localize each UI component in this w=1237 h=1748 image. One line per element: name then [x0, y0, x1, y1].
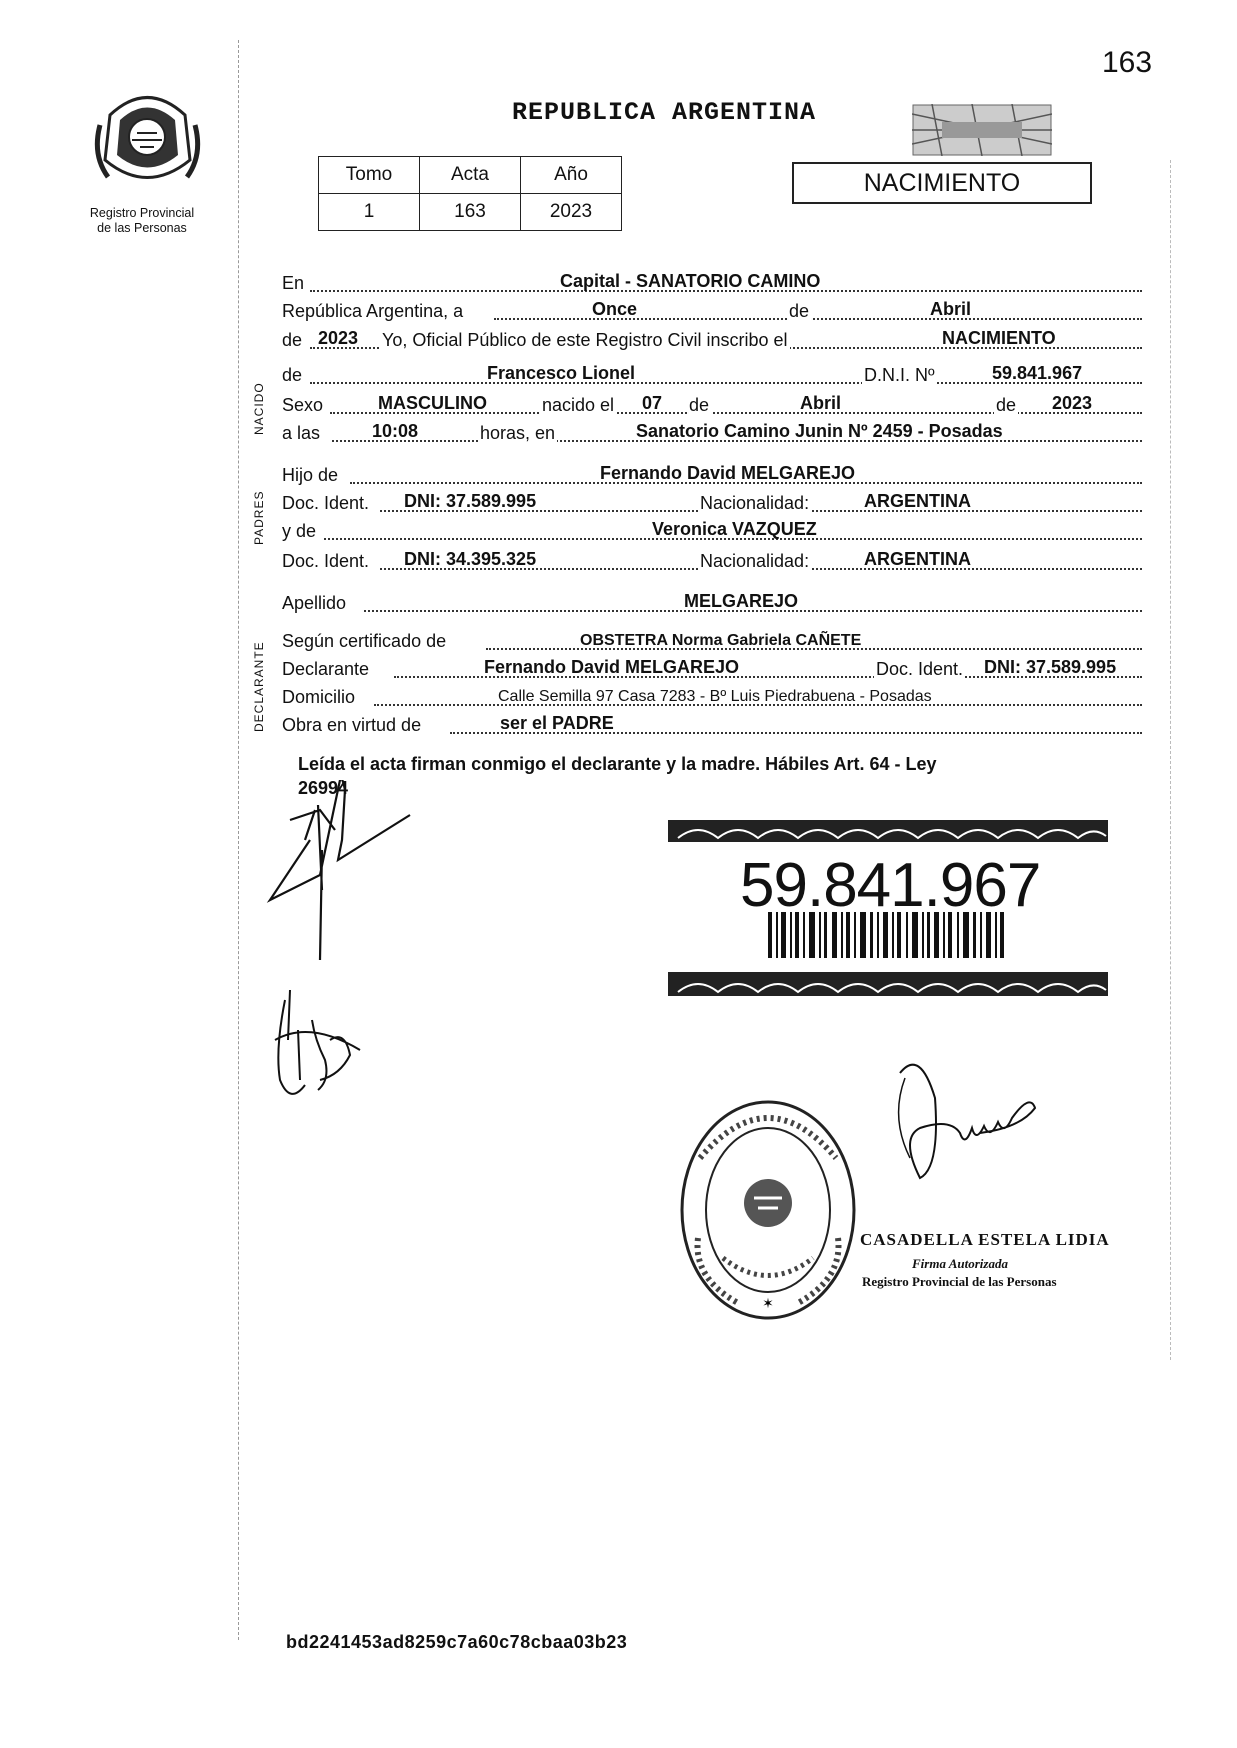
official-organization: Registro Provincial de las Personas: [862, 1274, 1057, 1289]
form-row-place: [282, 268, 1142, 296]
document-hash: bd2241453ad8259c7a60c78cbaa03b23: [286, 1632, 628, 1652]
label-a-las: a las: [282, 423, 321, 443]
form-row-father: [282, 460, 1142, 488]
obra-value: ser el PADRE: [500, 713, 614, 733]
form-row-mother-doc: [282, 546, 1142, 574]
label-year-prefix: de: [282, 330, 303, 350]
side-label-padres: PADRES: [252, 490, 266, 545]
label-y-de: y de: [282, 521, 317, 541]
label-sexo: Sexo: [282, 395, 324, 415]
label-dni: D.N.I. Nº: [864, 365, 935, 385]
dni-sticker-number: 59.841.967: [740, 851, 1041, 920]
birth-place-value: Sanatorio Camino Junin Nº 2459 - Posadas: [636, 421, 1003, 441]
day-word-value: Once: [592, 299, 638, 319]
label-obra: Obra en virtud de: [282, 715, 422, 735]
label-nacionalidad: Nacionalidad:: [700, 493, 810, 513]
left-margin-rule: [238, 40, 239, 1640]
declarant-value: Fernando David MELGAREJO: [484, 657, 740, 677]
form-row-father-doc: [282, 488, 1142, 516]
table-header-cell: Acta: [420, 157, 521, 194]
label-republica: República Argentina, a: [282, 301, 464, 321]
label-de: de: [789, 301, 810, 321]
month-word-value: Abril: [930, 299, 972, 319]
official-signature: [880, 1058, 1050, 1208]
table-header-cell: Tomo: [319, 157, 420, 194]
table-cell: 2023: [521, 194, 622, 231]
declarant-signatures: [260, 780, 480, 1120]
label-de: de: [996, 395, 1017, 415]
registry-reference-table: [318, 156, 622, 231]
form-row-mother: [282, 516, 1142, 544]
label-de: de: [689, 395, 710, 415]
birth-month-value: Abril: [800, 393, 842, 413]
registry-name-line2: de las Personas: [97, 221, 187, 235]
sexo-value: MASCULINO: [378, 393, 487, 413]
label-doc-ident: Doc. Ident.: [876, 659, 964, 679]
label-doc-ident: Doc. Ident.: [282, 493, 370, 513]
father-doc-value: DNI: 37.589.995: [404, 491, 537, 511]
form-row-date: [282, 296, 1142, 324]
official-seal-stamp: [678, 1098, 858, 1323]
province-coat-of-arms-logo: [90, 85, 205, 195]
form-row-obra: [282, 710, 1142, 738]
label-domicilio: Domicilio: [282, 687, 356, 707]
legal-statement-line1: Leída el acta firman conmigo el declarante y la madre. Hábiles Art. 64 - Ley: [298, 754, 937, 774]
table-header-cell: Año: [521, 157, 622, 194]
table-cell: 1: [319, 194, 420, 231]
form-row-surname: [282, 588, 1142, 616]
form-row-sex: [282, 390, 1142, 418]
surname-value: MELGAREJO: [684, 591, 799, 611]
side-label-declarante: DECLARANTE: [252, 641, 266, 732]
mother-doc-value: DNI: 34.395.325: [404, 549, 537, 569]
mother-nationality-value: ARGENTINA: [864, 549, 971, 569]
name-value: Francesco Lionel: [487, 363, 636, 383]
label-apellido: Apellido: [282, 593, 347, 613]
father-nationality-value: ARGENTINA: [864, 491, 971, 511]
year-value: 2023: [318, 328, 359, 348]
registry-name-line1: Registro Provincial: [89, 206, 195, 220]
legal-statement-line2: 26994: [298, 778, 349, 798]
document-type-box: NACIMIENTO: [792, 162, 1092, 204]
event-value: NACIMIENTO: [942, 328, 1056, 348]
time-value: 10:08: [372, 421, 419, 441]
official-title: Firma Autorizada: [912, 1256, 1008, 1271]
mother-value: Veronica VAZQUEZ: [652, 519, 817, 539]
table-row: [319, 194, 622, 231]
table-cell: 163: [420, 194, 521, 231]
right-margin-rule: [1170, 160, 1171, 1360]
label-de-name: de: [282, 365, 303, 385]
svg-text:✶: ✶: [762, 1296, 774, 1312]
page-number: 163: [1102, 46, 1153, 79]
form-row-time: [282, 418, 1142, 446]
certifier-value: OBSTETRA Norma Gabriela CAÑETE: [580, 632, 862, 649]
side-label-nacido: NACIDO: [252, 382, 266, 435]
form-row-address: [282, 682, 1142, 710]
birth-day-value: 07: [642, 393, 663, 413]
place-value: Capital - SANATORIO CAMINO: [560, 271, 821, 291]
declarant-doc-value: DNI: 37.589.995: [984, 657, 1117, 677]
birth-year-value: 2023: [1052, 393, 1093, 413]
label-en: En: [282, 273, 305, 293]
father-value: Fernando David MELGAREJO: [600, 463, 856, 483]
label-hijo-de: Hijo de: [282, 465, 339, 485]
label-nacido: nacido el: [542, 395, 615, 415]
registry-name: [62, 206, 222, 236]
label-horas: horas, en: [480, 423, 556, 443]
official-name: CASADELLA ESTELA LIDIA: [860, 1230, 1110, 1249]
security-seal-icon: [912, 104, 1052, 156]
address-value: Calle Semilla 97 Casa 7283 - Bº Luis Piedrabuena - Posadas: [498, 688, 932, 705]
form-row-certificate: [282, 626, 1142, 654]
form-row-declarant: [282, 654, 1142, 682]
form-row-name: [282, 360, 1142, 388]
table-header-row: [319, 157, 622, 194]
label-doc-ident: Doc. Ident.: [282, 551, 370, 571]
label-declarante: Declarante: [282, 659, 370, 679]
label-nacionalidad: Nacionalidad:: [700, 551, 810, 571]
label-certificado: Según certificado de: [282, 631, 447, 651]
form-row-year: [282, 325, 1142, 353]
dni-value: 59.841.967: [992, 363, 1083, 383]
oficial-text: Yo, Oficial Público de este Registro Civil inscribo el: [382, 330, 788, 350]
document-title: REPUBLICA ARGENTINA: [512, 98, 817, 127]
